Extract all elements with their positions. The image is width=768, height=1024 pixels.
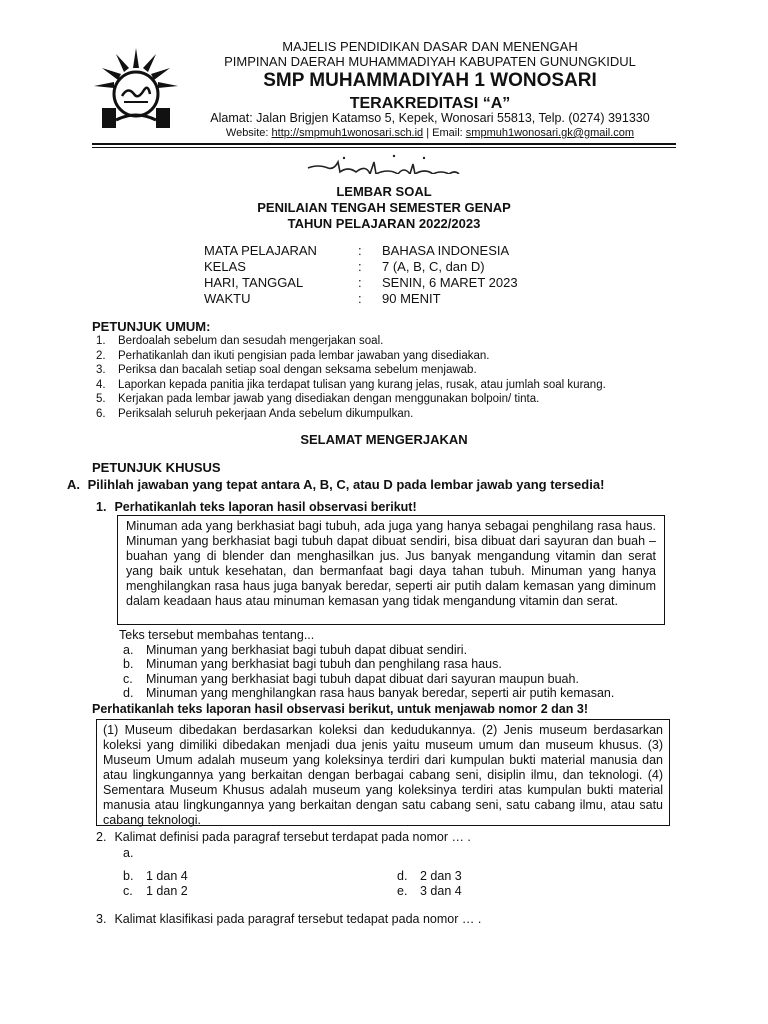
accreditation: TERAKREDITASI “A” [349,95,511,112]
school-address: Alamat: Jalan Brigjen Katamso 5, Kepek, Wonosari 55813, Telp. (0274) 391330 [210,111,650,125]
question-1-text: Teks tersebut membahas tentang... [119,628,315,642]
question-1-prompt: 1. Perhatikanlah teks laporan hasil observasi berikut! [96,500,417,514]
greeting: SELAMAT MENGERJAKAN [300,432,468,447]
special-instructions-heading: PETUNJUK KHUSUS [92,460,221,475]
doc-year: TAHUN PELAJARAN 2022/2023 [287,216,481,231]
website-link[interactable]: http://smpmuh1wonosari.sch.id [271,127,424,139]
school-name: SMP MUHAMMADIYAH 1 WONOSARI [263,70,597,91]
website-label: Website: [225,127,269,139]
passage-1-box [117,515,665,625]
passage-1-text: Minuman ada yang berkhasiat bagi tubuh, ada juga yang hanya sebagai penghilang rasa haus. Minuman yang berkhasiat bagi tubuh dapat dibuat sendiri, bisa dibuat dari sayuran dan buah – buahan yang di blender dan menghasilkan jus. Jus banyak mengandung vitamin dan serat yang baik untuk kesehatan, dan bermanfaat bagi daya tahan tubuh. Minuman yang hanya menghilangkan rasa haus juga banyak beredar, seperti air putih dalam kemasan yang diminum dalam keadaan haus atau minuman kemasan yang tidak mengandung vitamin dan serat. [126,519,656,608]
email-label: | Email: [426,127,463,139]
passage-2-text: (1) Museum dibedakan berdasarkan koleksi dan kedudukannya. (2) Jenis museum berdasarkan koleksi yang dimiliki dibedakan menjadi dua jenis yaitu museum umum dan museum khusus. (3) Museum Umum adalah museum yang koleksinya terdiri dari kumpulan bukti material manusia dan atau lingkungannya yang berkaitan dengan berbagai cabang seni, disiplin ilmu, dan teknologi. (4) Sementara Museum Khusus adalah museum yang koleksinya terdiri atas kumpulan bukti material manusia atau lingkungannya yang berkaitan dengan satu cabang seni, satu cabang ilmu, atau satu cabang teknologi. [103,723,663,827]
header-rule-thin [92,147,676,148]
section-a-instruction: A. Pilihlah jawaban yang tepat antara A, B, C, atau D pada lembar jawab yang tersedia! [67,477,605,492]
header-line-1: MAJELIS PENDIDIKAN DASAR DAN MENENGAH [282,39,578,54]
answer-option-a[interactable]: a. [123,846,134,860]
question-2-text: 2. Kalimat definisi pada paragraf tersebut terdapat pada nomor … . [96,830,471,844]
general-instructions-heading: PETUNJUK UMUM: [92,319,211,334]
header-rule-thick [92,143,676,145]
doc-subtitle: PENILAIAN TENGAH SEMESTER GENAP [257,200,511,215]
passage-2-prompt: Perhatikanlah teks laporan hasil observasi berikut, untuk menjawab nomor 2 dan 3! [92,702,588,716]
passage-2-box [96,719,670,826]
contact-line [150,127,710,139]
basmalah-calligraphy-icon [304,152,464,174]
basmalah [304,152,464,174]
question-3-text: 3. Kalimat klasifikasi pada paragraf tersebut tedapat pada nomor … . [96,912,482,926]
header-line-2: PIMPINAN DAERAH MUHAMMADIYAH KABUPATEN GUNUNGKIDUL [224,54,636,69]
email-link[interactable]: smpmuh1wonosari.gk@gmail.com [465,127,635,139]
doc-title: LEMBAR SOAL [336,184,432,199]
